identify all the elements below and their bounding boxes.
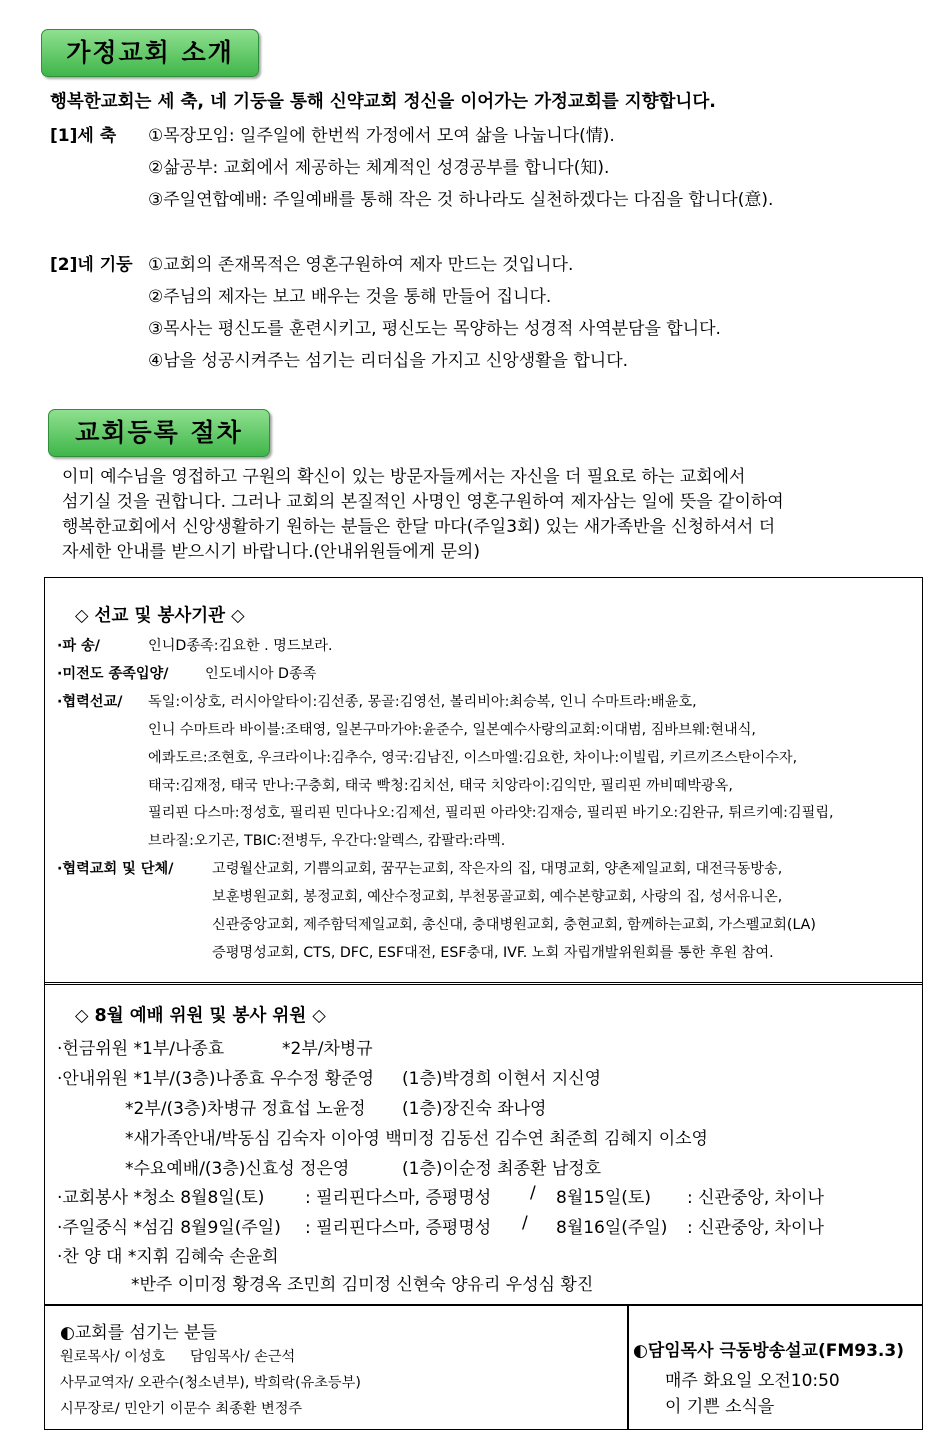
- wednesday-3f: *수요예배/(3층)신효성 정은영: [125, 1159, 350, 1179]
- usher-second-3f: *2부/(3층)차병규 정효섭 노윤정: [125, 1099, 366, 1119]
- emeritus-pastor: 원로목사/ 이성호: [60, 1349, 166, 1365]
- coop-mission-line: 브라질:오기곤, TBIC:전병두, 우간다:알렉스, 캄팔라:라멕.: [148, 833, 506, 849]
- choir-conductor: ·찬 양 대 *지휘 김혜숙 손윤희: [57, 1247, 279, 1267]
- broadcast-program: 이 기쁜 소식을: [665, 1397, 775, 1417]
- registration-line: 섬기실 것을 권합니다. 그러나 교회의 본질적인 사명인 영혼구원하여 제자삼는 일에 뜻을 같이하여: [62, 492, 784, 512]
- axis-item: ①목장모임: 일주일에 한번씩 가정에서 모여 삶을 나눕니다(情).: [148, 126, 615, 146]
- sunday-lunch-date2: 8월16일(주일): [556, 1218, 668, 1238]
- broadcast-time: 매주 화요일 오전10:50: [665, 1371, 840, 1391]
- choir-accompanist: *반주 이미정 황경옥 조민희 김미정 신현숙 양유리 우성심 황진: [131, 1275, 594, 1295]
- pillars-label: [2]네 기둥: [50, 255, 133, 275]
- unreached-value: 인도네시아 D종족: [205, 666, 317, 682]
- coop-org-label: ·협력교회 및 단체/: [57, 861, 174, 877]
- section-title-registration: 교회등록 절차: [48, 409, 270, 457]
- sunday-lunch-label: ·주일중식 *섬김 8월9일(주일): [57, 1218, 281, 1238]
- usher-second-1f: (1층)장진숙 좌나영: [402, 1099, 547, 1119]
- coop-mission-line: 에콰도르:조현호, 우크라이나:김추수, 영국:김남진, 이스마엘:김요한, 차이나:이빌립, 키르끼즈스탄이수자,: [148, 750, 798, 766]
- pillar-item: ①교회의 존재목적은 영혼구원하여 제자 만드는 것입니다.: [148, 255, 574, 275]
- usher-first-1f: (1층)박경희 이현서 지신영: [402, 1069, 602, 1089]
- sunday-lunch-mid: : 필리핀다스마, 증평명성: [305, 1218, 492, 1238]
- section-title-house-church: 가정교회 소개: [41, 29, 259, 77]
- unreached-label: ·미전도 종족입양/: [57, 666, 169, 682]
- staff-elders: 시무장로/ 민안기 이문수 최종환 변정주: [60, 1401, 303, 1417]
- axis-item: ②삶공부: 교회에서 제공하는 체계적인 성경공부를 합니다(知).: [148, 158, 610, 178]
- offering-committee: ·헌금위원 *1부/나종효: [57, 1039, 225, 1059]
- coop-org-line: 고령월산교회, 기쁨의교회, 꿈꾸는교회, 작은자의 집, 대명교회, 양촌제일교회, 대전극동방송,: [212, 861, 783, 877]
- sunday-lunch-slash: /: [522, 1213, 528, 1233]
- axis-item: ③주일연합예배: 주일예배를 통해 작은 것 하나라도 실천하겠다는 다짐을 합니다(意).: [148, 190, 774, 210]
- staff-heading: ◐교회를 섬기는 분들: [60, 1323, 218, 1343]
- pillar-item: ④남을 성공시켜주는 섬기는 리더십을 가지고 신앙생활을 합니다.: [148, 351, 629, 371]
- coop-mission-line: 독일:이상호, 러시아알타이:김선종, 몽골:김영선, 볼리비아:최승복, 인니 수마트라:배윤호,: [148, 694, 697, 710]
- offering-committee-2: *2부/차병규: [282, 1039, 373, 1059]
- registration-line: 자세한 안내를 받으시기 바랍니다.(안내위원들에게 문의): [62, 542, 480, 562]
- church-service-label: ·교회봉사 *청소 8월8일(토): [57, 1188, 265, 1208]
- church-service-date2: 8월15일(토): [556, 1188, 651, 1208]
- usher-first-3f: ·안내위원 *1부/(3층)나종효 우수정 황준영: [57, 1069, 375, 1089]
- coop-mission-line: 태국:김재정, 태국 만나:구충회, 태국 빡청:김치선, 태국 치앙라이:김익만, 필리핀 까비떼박광옥,: [148, 778, 733, 794]
- registration-line: 행복한교회에서 신앙생활하기 원하는 분들은 한달 마다(주일3회) 있는 새가족반을 신청하셔서 더: [62, 517, 776, 537]
- coop-org-line: 증평명성교회, CTS, DFC, ESF대전, ESF충대, IVF. 노회 자립개발위원회를 통한 후원 참여.: [212, 945, 774, 961]
- coop-mission-label: ·협력선교/: [57, 694, 123, 710]
- pillar-item: ③목사는 평신도를 훈련시키고, 평신도는 목양하는 성경적 사역분담을 합니다.: [148, 319, 721, 339]
- pillar-item: ②주님의 제자는 보고 배우는 것을 통해 만들어 집니다.: [148, 287, 552, 307]
- august-heading: ◇ 8월 예배 위원 및 봉사 위원 ◇: [75, 1006, 326, 1026]
- dispatch-label: ·파 송/: [57, 638, 100, 654]
- coop-mission-line: 필리핀 다스마:정성호, 필리핀 민다나오:김제선, 필리핀 아라얏:김재승, 필리핀 바기오:김완규, 튀르키예:김필립,: [148, 805, 834, 821]
- axes-label: [1]세 축: [50, 126, 117, 146]
- broadcast-heading: ◐담임목사 극동방송설교(FM93.3): [633, 1341, 904, 1361]
- mission-heading: ◇ 선교 및 봉사기관 ◇: [75, 606, 245, 626]
- church-service-right: : 신관중앙, 차이나: [687, 1188, 824, 1208]
- newcomer-guide: *새가족안내/박동심 김숙자 이아영 백미정 김동선 김수연 최준희 김혜지 이소영: [125, 1129, 708, 1149]
- coop-org-line: 신관중앙교회, 제주함덕제일교회, 총신대, 충대병원교회, 충현교회, 함께하는교회, 가스펠교회(LA): [212, 917, 816, 933]
- coop-org-line: 보훈병원교회, 봉정교회, 예산수정교회, 부천몽골교회, 예수본향교회, 사랑의 집, 성서유니온,: [212, 889, 783, 905]
- wednesday-1f: (1층)이순정 최종환 남정호: [402, 1159, 602, 1179]
- intro-lead: 행복한교회는 세 축, 네 기둥을 통해 신약교회 정신을 이어가는 가정교회를 지향합니다.: [50, 92, 716, 112]
- dispatch-value: 인니D종족:김요한 . 명드보라.: [148, 638, 333, 654]
- registration-line: 이미 예수님을 영접하고 구원의 확신이 있는 방문자들께서는 자신을 더 필요로 하는 교회에서: [62, 467, 746, 487]
- church-service-mid: : 필리핀다스마, 증평명성: [305, 1188, 492, 1208]
- sunday-lunch-right: : 신관중앙, 차이나: [687, 1218, 824, 1238]
- senior-pastor: 담임목사/ 손근석: [190, 1349, 296, 1365]
- coop-mission-line: 인니 수마트라 바이블:조태영, 일본구마가야:윤준수, 일본예수사랑의교회:이대범, 짐바브웨:현내식,: [148, 722, 756, 738]
- church-service-slash: /: [530, 1183, 536, 1203]
- staff-ministers: 사무교역자/ 오관수(청소년부), 박희락(유초등부): [60, 1375, 361, 1391]
